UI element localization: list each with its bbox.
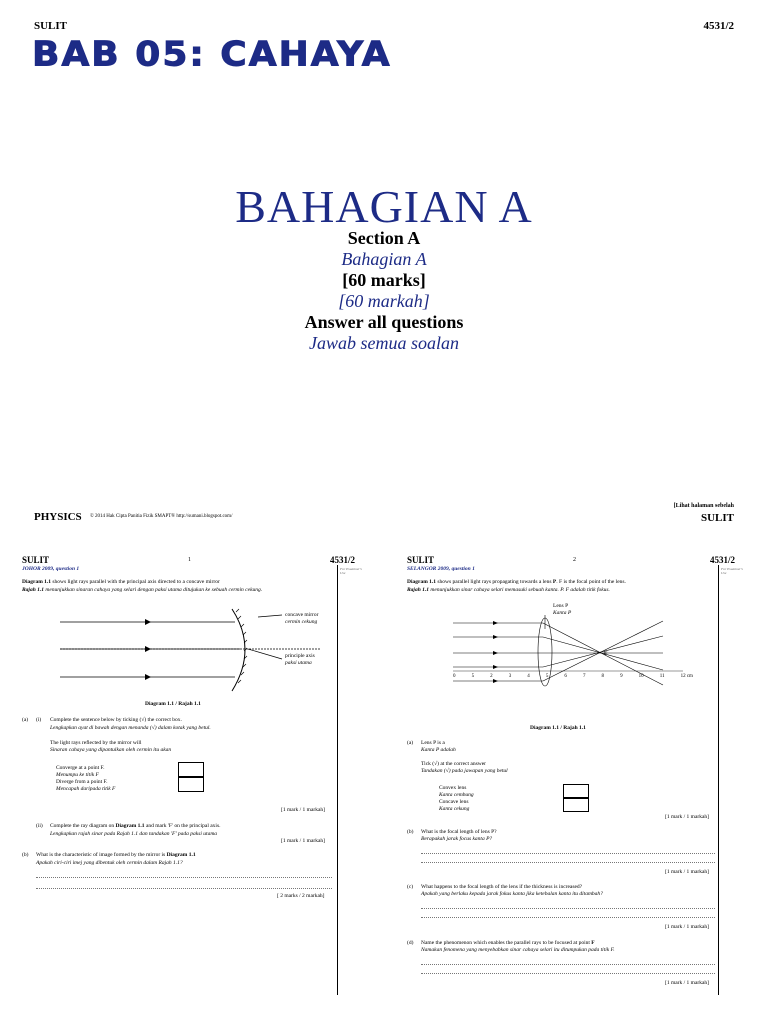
examiner-margin-line xyxy=(718,565,719,995)
section-title-en: Section A xyxy=(347,228,421,248)
reflect-ms: Sinaran cahaya yang dipantulkan oleh cermin itu akan xyxy=(50,747,172,753)
exam-page-2 xyxy=(405,555,745,1015)
question-b-en: What is the characteristic of image formed by the mirror is Diagram 1.1 xyxy=(36,852,196,858)
question-a-ii-ms: Lengkapkan rajah sinar pada Rajah 1.1 dan tandakan 'F' pada paksi utama xyxy=(50,831,218,837)
scale-tick: 5 xyxy=(545,674,549,679)
question-a-en: Lens P is a xyxy=(421,740,445,746)
answer-line-b-1[interactable] xyxy=(421,853,715,854)
label-principal-axis: principle axis xyxy=(285,653,315,659)
option-convex-ms: Kanta cembung xyxy=(439,792,474,798)
mark-a-ii: [1 mark / 1 markah] xyxy=(281,838,325,844)
header-sulit: SULIT xyxy=(34,20,68,32)
question-c-label: (c) xyxy=(407,884,414,890)
intro-ms: Rajah 1.1 menunjukkan sinar cahaya selari memasuki sebuah kanta. P. F adalah titik fokus. xyxy=(407,587,610,593)
tick-box-convex[interactable] xyxy=(563,784,589,798)
question-c-en: What happens to the focal length of the lens if the thickness is increased? xyxy=(421,884,583,890)
label-concave-mirror: concave mirror xyxy=(285,612,319,618)
question-a-label: (a) xyxy=(407,740,414,746)
chapter-title: BAB 05: CAHAYA xyxy=(32,35,392,74)
marks-ms: [60 markah] xyxy=(338,291,430,311)
scale-tick: 8 xyxy=(601,674,604,679)
question-a-ii-label: (ii) xyxy=(36,823,43,829)
option-converge-en: Converge at a point F. xyxy=(56,765,105,771)
scale-tick: 7 xyxy=(582,674,586,679)
tick-box-converge[interactable] xyxy=(178,762,204,777)
main-title: BAHAGIAN A xyxy=(235,181,533,232)
scale-tick: 12 cm xyxy=(680,674,693,679)
answer-line-d-2[interactable] xyxy=(421,973,715,974)
reflect-en: The light rays reflected by the mirror will xyxy=(50,740,142,746)
question-b-ms: Apakah ciri-ciri imej yang dibentuk oleh cermin dalam Rajah 1.1? xyxy=(36,860,183,866)
header-paper-code: 4531/2 xyxy=(703,20,734,32)
option-converge-ms: Menumpu ke titik F xyxy=(56,772,99,778)
diagram-caption: Diagram 1.1 / Rajah 1.1 xyxy=(530,725,586,731)
arrow-2 xyxy=(145,646,151,652)
instruction-en: Answer all questions xyxy=(304,312,464,332)
exam-page-1 xyxy=(20,555,365,1015)
section-title-ms: Bahagian A xyxy=(341,249,427,269)
question-d-label: (d) xyxy=(407,940,414,946)
page-sulit: SULIT xyxy=(22,555,50,565)
scale-tick: 0 xyxy=(453,674,456,679)
scale-tick: 9 xyxy=(620,674,623,679)
mirror-pointer xyxy=(258,615,282,617)
distance-scale xyxy=(453,674,693,680)
intro-en: Diagram 1.1 shows parallel light rays propagating towards a lens P. F is the focal point of the lens. xyxy=(407,579,626,585)
page-code: 4531/2 xyxy=(329,555,355,565)
scale-tick: 10 xyxy=(638,674,644,679)
question-a-label: (a) xyxy=(22,717,29,723)
question-source: SELANGOR 2009, question 1 xyxy=(407,566,475,572)
arrow-3 xyxy=(145,674,151,680)
axis-pointer xyxy=(248,649,282,659)
answer-line-b-1[interactable] xyxy=(36,877,332,878)
answer-line-c-1[interactable] xyxy=(421,908,715,909)
lens-label-en: Lens P xyxy=(553,603,569,609)
question-b-label: (b) xyxy=(22,852,29,858)
label-cermin-cekung: cermin cekung xyxy=(285,619,318,625)
diagram-caption: Diagram 1.1 / Rajah 1.1 xyxy=(145,701,201,707)
lens-label-ms: Kanta P xyxy=(553,610,572,616)
mark-b: [1 mark / 1 markah] xyxy=(665,869,709,875)
footer-subject: PHYSICS xyxy=(34,511,82,523)
scale-tick: 11 xyxy=(659,674,665,679)
question-source: JOHOR 2009, question 1 xyxy=(22,566,80,572)
scale-tick: 6 xyxy=(564,674,567,679)
option-concave-ms: Kanta cekung xyxy=(439,806,470,812)
answer-line-d-1[interactable] xyxy=(421,964,715,965)
answer-line-b-2[interactable] xyxy=(36,888,332,889)
mark-d: [1 mark / 1 markah] xyxy=(665,980,709,986)
tick-instruction-ms: Tandakan (√) pada jawapan yang betul xyxy=(421,768,508,774)
footer-copyright: © 2014 Hak Cipta Panitia Fizik SMAPT® http://sumani.blogspot.com/ xyxy=(90,514,233,519)
scale-tick: 4 xyxy=(527,674,530,679)
mark-a-i: [1 mark / 1 markah] xyxy=(281,807,325,813)
tick-box-concave[interactable] xyxy=(563,798,589,812)
intro-en: Diagram 1.1 shows light rays parallel with the principal axis directed to a concave mirror xyxy=(22,579,220,585)
scale-tick: 3 xyxy=(508,674,512,679)
mirror-curve xyxy=(232,609,245,691)
question-d-en: Name the phenomenon which enables the parallel rays to be focused at point F xyxy=(421,940,595,946)
question-b-label: (b) xyxy=(407,829,414,835)
question-b-ms: Berapakah jarak focus kanta P? xyxy=(421,836,493,842)
scale-tick: 2 xyxy=(490,674,493,679)
footer-sulit: SULIT xyxy=(700,512,734,524)
examiner-note: For Examiner's Use xyxy=(340,567,362,576)
label-paksi-utama: paksi utama xyxy=(285,660,312,666)
mark-a: [1 mark / 1 markah] xyxy=(665,814,709,820)
focal-point-label: F xyxy=(604,651,608,657)
question-a-ii-en: Complete the ray diagram on Diagram 1.1 and mark 'F' on the principal axis. xyxy=(50,823,221,829)
question-a-i-ms: Lengkapkan ayat di bawah dengan menanda (√) dalam kotak yang betul. xyxy=(50,725,211,731)
answer-line-c-2[interactable] xyxy=(421,917,715,918)
convex-lens-diagram xyxy=(453,615,693,695)
option-concave-en: Concave lens xyxy=(439,799,469,805)
page-sulit: SULIT xyxy=(407,555,435,565)
marks-en: [60 marks] xyxy=(342,270,426,290)
option-diverge-ms: Mencapah daripada titik F xyxy=(56,786,116,792)
footer-next-page: [Lihat halaman sebelah xyxy=(673,503,734,509)
mark-b: [ 2 marks / 2 markah] xyxy=(277,893,325,899)
page-code: 4531/2 xyxy=(709,555,735,565)
page-number: 1 xyxy=(188,557,191,563)
instruction-ms: Jawab semua soalan xyxy=(309,333,459,353)
question-a-i-label: (i) xyxy=(36,717,42,723)
arrow-1 xyxy=(145,619,151,625)
scale-tick: 5 xyxy=(471,674,475,679)
question-a-ms: Kanta P adalah xyxy=(421,747,456,753)
intro-ms: Rajah 1.1 menunjukkan sinaran cahaya yang selari dengan paksi utama ditujukan ke sebuah cermin cekung. xyxy=(22,587,263,593)
answer-line-b-2[interactable] xyxy=(421,862,715,863)
question-b-en: What is the focal length of lens P? xyxy=(421,829,497,835)
question-c-ms: Apakah yang berlaku kepada jarak fokus kanta jika ketebalan kanta itu ditambah? xyxy=(421,891,603,897)
question-d-ms: Namakan fenomena yang menyebabkan sinar cahaya selari itu ditumpukan pada titik F. xyxy=(421,947,615,953)
option-diverge-en: Diverge from a point F. xyxy=(56,779,108,785)
examiner-note: For Examiner's Use xyxy=(721,567,743,576)
tick-box-diverge[interactable] xyxy=(178,777,204,792)
page-number: 2 xyxy=(573,557,576,563)
tick-instruction-en: Tick (√) at the correct answer xyxy=(421,761,486,767)
question-a-i-en: Complete the sentence below by ticking (√) the correct box. xyxy=(50,717,182,723)
option-convex-en: Convex lens xyxy=(439,785,467,791)
mark-c: [1 mark / 1 markah] xyxy=(665,924,709,930)
